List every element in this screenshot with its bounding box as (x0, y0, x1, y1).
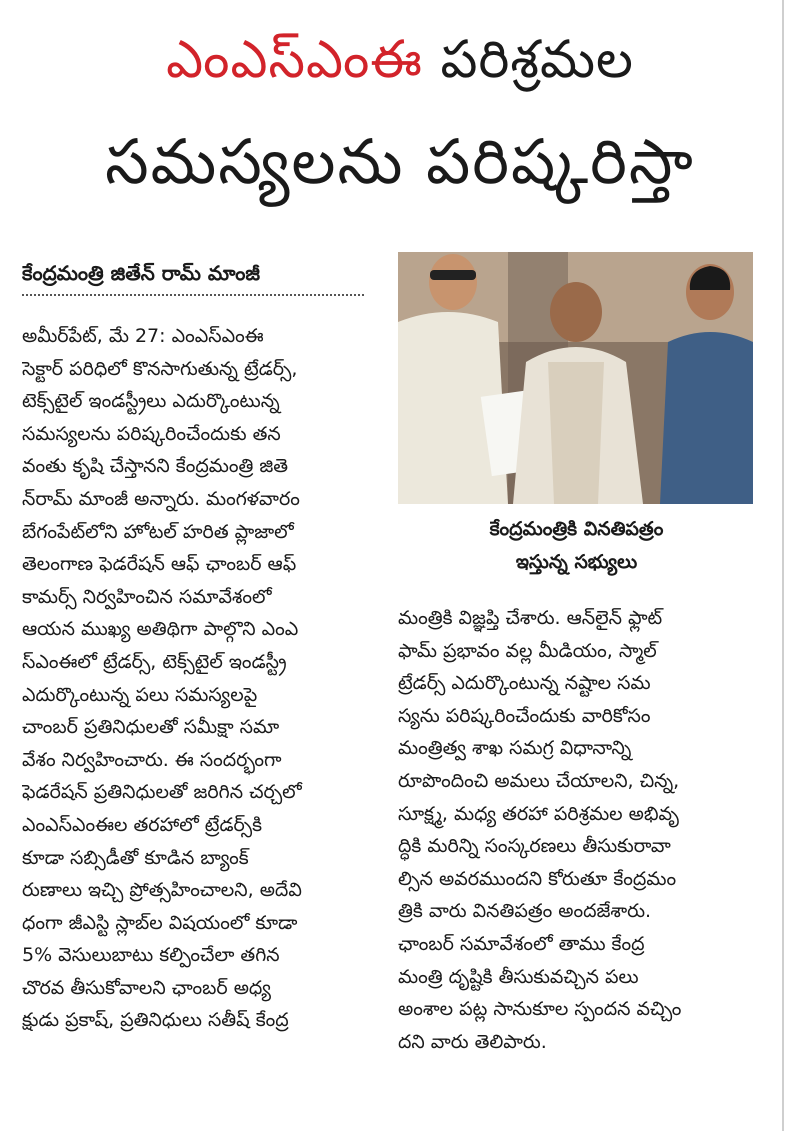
article-line: టెక్స్‌టైల్ ఇండస్ట్రీలు ఎదుర్కొంటున్న (22, 390, 280, 413)
article-line: సెక్టార్ పరిధిలో కొనసాగుతున్న ట్రేడర్స్, (22, 357, 298, 380)
article-line: ల్సిన అవరముందని కోరుతూ కేంద్రమం (398, 867, 677, 890)
headline-black-text: పరిశ్రమల (440, 30, 634, 90)
article-line: ట్రేడర్స్ ఎదుర్కొంటున్న నష్టాల సమ (398, 672, 651, 695)
article-line: మంత్రిత్వ శాఖ సమగ్ర విధానాన్ని (398, 737, 632, 760)
subheading: కేంద్రమంత్రి జితేన్ రామ్ మాంజీ (22, 258, 364, 296)
article-line: చొరవ తీసుకోవాలని ఛాంబర్ అధ్య (22, 976, 271, 999)
article-line: బేగంపేట్‌లోని హోటల్ హరిత ప్లాజాలో (22, 520, 294, 543)
headline-red-text: ఎంఎస్ఎంఈ (166, 30, 423, 90)
article-line: వంతు కృషి చేస్తానని కేంద్రమంత్రి జితె (22, 455, 289, 478)
article-line: సూక్ష్మ, మధ్య తరహా పరిశ్రమల అభివృ (398, 802, 679, 825)
caption-line: కేంద్రమంత్రికి వినతిపత్రం (489, 518, 664, 540)
article-line: సమస్యలను పరిష్కరించేందుకు తన (22, 422, 281, 445)
article-line: రుణాలు ఇచ్చి ప్రోత్సహించాలని, అదేవి (22, 879, 302, 902)
article-column-2 (398, 602, 755, 1058)
article-line: త్రికి వారు వినతిపత్రం అందజేశారు. (398, 900, 652, 923)
photo-caption (398, 513, 755, 579)
article-line: స్యను పరిష్కరించేందుకు వారికోసం (398, 704, 651, 727)
article-line: ఎంఎస్ఎంఈల తరహాలో ట్రేడర్స్‌కి (22, 813, 263, 836)
article-line: అమీర్‌పేట్, మే 27: ఎంఎస్ఎంఈ (22, 325, 264, 347)
article-line: కామర్స్ నిర్వహించిన సమావేశంలో (22, 585, 272, 608)
article-line: ధంగా జీఎస్టి స్లాబ్‌ల విషయంలో కూడా (22, 911, 298, 934)
article-line: మంత్రి దృష్టికి తీసుకువచ్చిన పలు (398, 965, 639, 988)
article-line: రూపొందించి అమలు చేయాలని, చిన్న, (398, 769, 680, 792)
photo-illustration (398, 252, 753, 504)
article-line: కూడా సబ్సిడీతో కూడిన బ్యాంక్ (22, 846, 249, 869)
article-line: ఫెడరేషన్ ప్రతినిధులతో జరిగిన చర్చలో (22, 781, 302, 804)
article-line: క్షుడు ప్రకాష్, ప్రతినిధులు సతీష్ కేంద్ర (22, 1009, 289, 1032)
headline-line-1 (0, 20, 800, 100)
article-line: ఆయన ముఖ్య అతిథిగా పాల్గొని ఎంఎ (22, 618, 299, 641)
article-line: ఫామ్ ప్రభావం వల్ల మీడియం, స్మాల్ (398, 639, 657, 662)
article-line: అంశాల పట్ల సానుకూల స్పందన వచ్చిం (398, 998, 682, 1021)
article-line: 5% వెసులుబాటు కల్పించేలా తగిన (22, 944, 280, 967)
article-line: స్ఎంఈలో ట్రేడర్స్, టెక్స్‌టైల్ ఇండస్ట్రీ (22, 650, 287, 673)
article-line: న్‌రామ్ మాంజీ అన్నారు. మంగళవారం (22, 487, 300, 510)
article-line: ద్ధికి మరిన్ని సంస్కరణలు తీసుకురావా (398, 835, 671, 858)
article-line: ఎదుర్కొంటున్న పలు సమస్యలపై (22, 683, 258, 706)
caption-line: ఇస్తున్న సభ్యులు (515, 551, 638, 573)
article-line: చాంబర్ ప్రతినిధులతో సమీక్షా సమా (22, 716, 280, 739)
headline-line-2: సమస్యలను పరిష్కరిస్తా (105, 125, 695, 198)
news-photo (398, 252, 753, 504)
article-column-1 (22, 320, 372, 1037)
article-line: వేశం నిర్వహించారు. ఈ సందర్భంగా (22, 748, 282, 771)
article-line: మంత్రికి విజ్ఞప్తి చేశారు. ఆన్‌లైన్ ఫ్లాట్ (398, 607, 663, 629)
article-line: దని వారు తెలిపారు. (398, 1030, 547, 1053)
article-line: ఛాంబర్ సమావేశంలో తాము కేంద్ర (398, 932, 645, 955)
article-line: తెలంగాణ ఫెడరేషన్ ఆఫ్ ఛాంబర్ ఆఫ్ (22, 553, 297, 576)
